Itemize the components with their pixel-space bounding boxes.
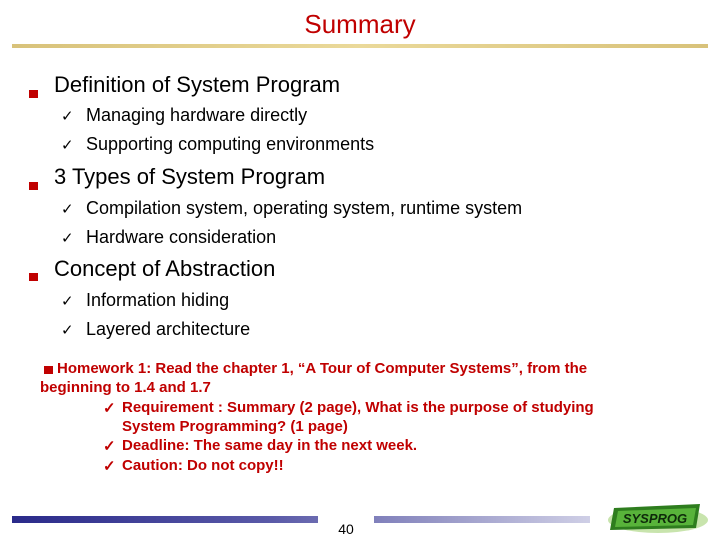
section-item: Compilation system, operating system, runtime system (86, 198, 523, 218)
section-heading-definition: Definition of System Program (54, 72, 341, 97)
check-icon: ✓ (103, 438, 116, 455)
homework-requirement: Requirement : Summary (2 page), What is the purpose of studying (122, 399, 594, 416)
check-icon: ✓ (61, 201, 74, 218)
footer-bar (12, 516, 590, 523)
homework-deadline: Deadline: The same day in the next week. (122, 437, 418, 454)
section-item: Managing hardware directly (86, 105, 308, 125)
check-icon: ✓ (103, 400, 116, 417)
section-item: Information hiding (86, 290, 230, 310)
section-bullet (29, 90, 38, 98)
section-item: Supporting computing environments (86, 134, 375, 154)
title-underline (12, 44, 708, 48)
section-bullet (29, 182, 38, 190)
homework-line-2: beginning to 1.4 and 1.7 (40, 379, 211, 396)
section-heading-types: 3 Types of System Program (54, 164, 326, 189)
slide-title: Summary (304, 9, 416, 39)
check-icon: ✓ (103, 458, 116, 475)
section-heading-abstraction: Concept of Abstraction (54, 256, 276, 281)
homework-bullet (44, 366, 53, 374)
page-number: 40 (318, 515, 374, 540)
check-icon: ✓ (61, 108, 74, 125)
logo-text: SYSPROG (622, 511, 688, 526)
homework-requirement-cont: System Programming? (1 page) (122, 418, 348, 435)
section-bullet (29, 273, 38, 281)
section-item: Hardware consideration (86, 227, 277, 247)
section-item: Layered architecture (86, 319, 251, 339)
check-icon: ✓ (61, 230, 74, 247)
sysprog-logo (600, 496, 710, 536)
check-icon: ✓ (61, 137, 74, 154)
homework-line-1: Homework 1: Read the chapter 1, “A Tour of Computer Systems”, from the (57, 360, 588, 377)
homework-caution: Caution: Do not copy!! (122, 457, 284, 474)
check-icon: ✓ (61, 293, 74, 310)
check-icon: ✓ (61, 322, 74, 339)
